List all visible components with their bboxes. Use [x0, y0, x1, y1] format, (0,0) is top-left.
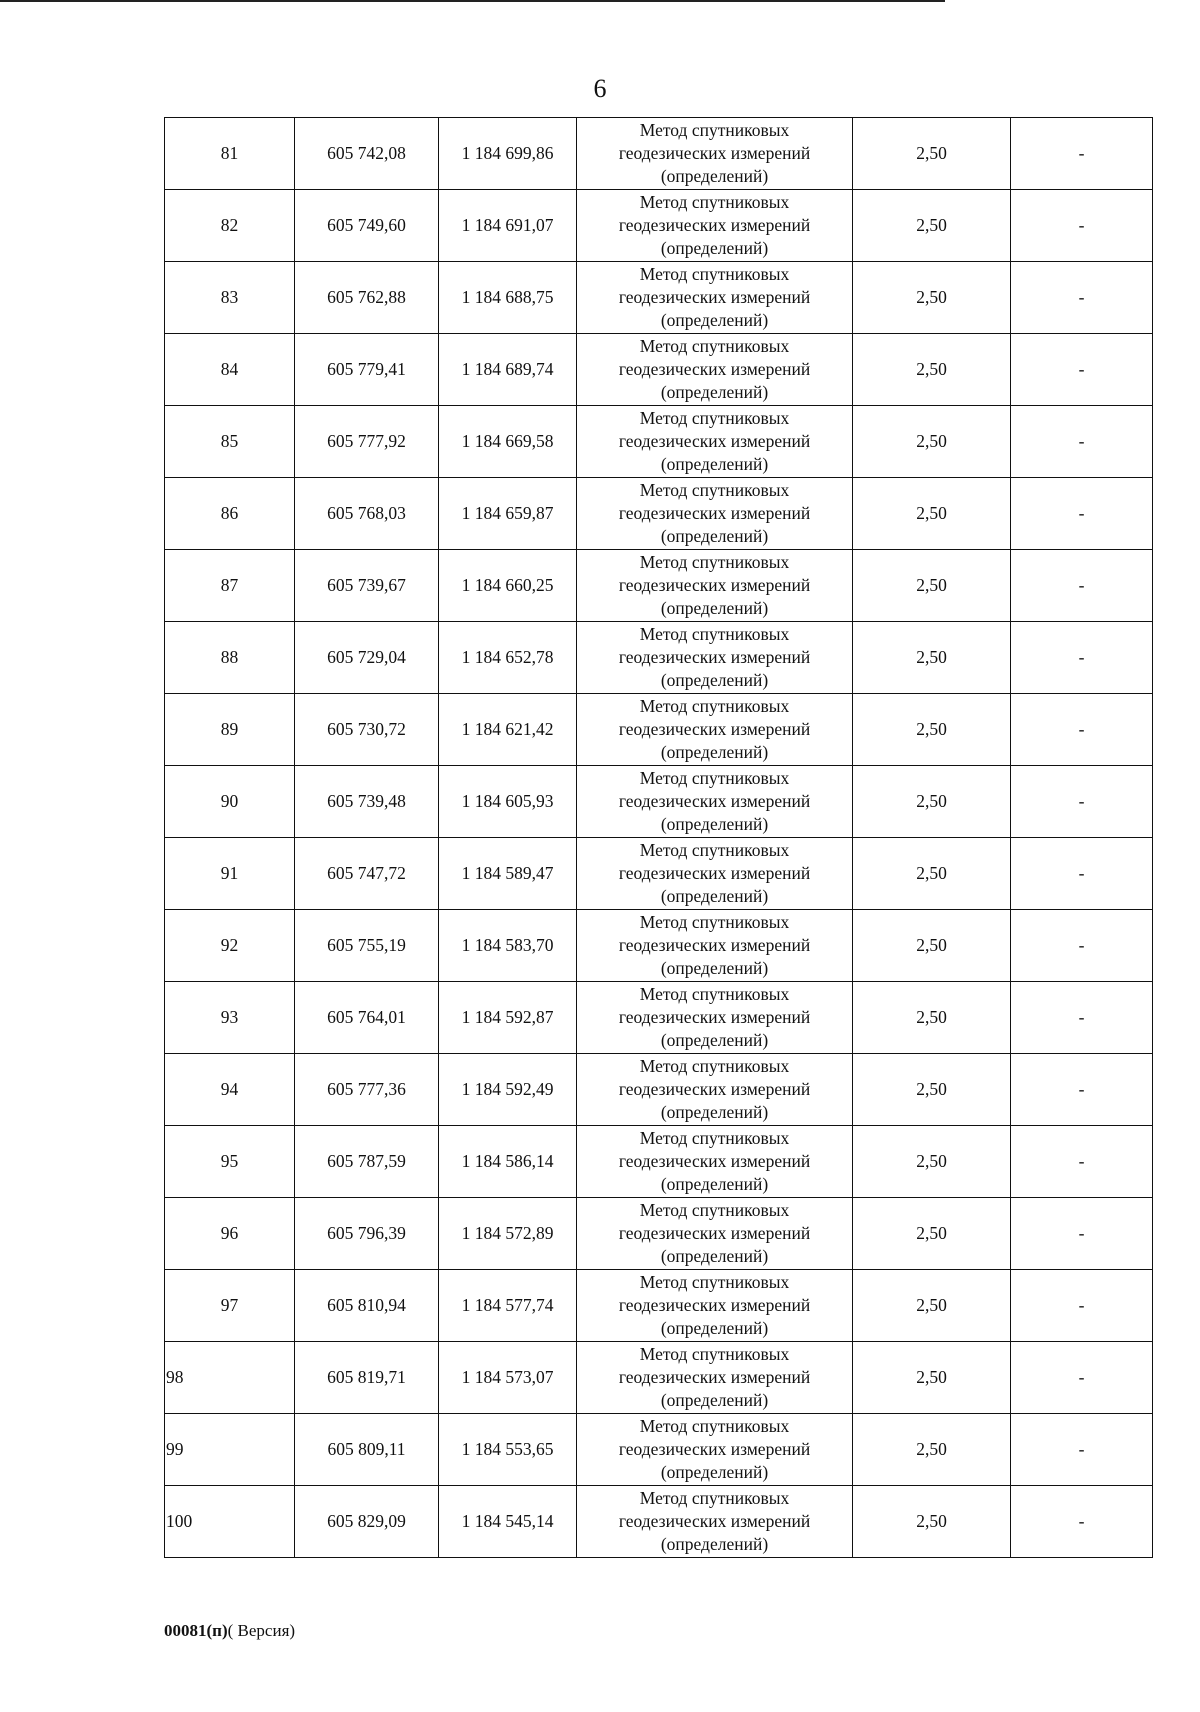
method-cell	[577, 1342, 853, 1414]
accuracy-cell: 2,50	[853, 1054, 1011, 1126]
method-line: (определений)	[660, 166, 769, 186]
method-line: геодезических измерений	[618, 1295, 811, 1315]
method-line: Метод спутниковых	[639, 1488, 790, 1508]
accuracy-cell: 2,50	[853, 1342, 1011, 1414]
method-line: (определений)	[660, 1390, 769, 1410]
method-line: геодезических измерений	[618, 647, 811, 667]
method-line: Метод спутниковых	[639, 912, 790, 932]
method-cell	[577, 910, 853, 982]
accuracy-cell: 2,50	[853, 622, 1011, 694]
x-coordinate-cell: 605 810,94	[295, 1270, 439, 1342]
note-cell: -	[1011, 1198, 1153, 1270]
method-line: Метод спутниковых	[639, 768, 790, 788]
method-line: геодезических измерений	[618, 1439, 811, 1459]
table-row	[165, 1414, 1153, 1486]
method-line: геодезических измерений	[618, 359, 811, 379]
x-coordinate-cell: 605 755,19	[295, 910, 439, 982]
coordinates-table	[164, 117, 1153, 1558]
table-row	[165, 550, 1153, 622]
note-cell: -	[1011, 334, 1153, 406]
y-coordinate-cell: 1 184 688,75	[439, 262, 577, 334]
method-line: (определений)	[660, 454, 769, 474]
x-coordinate-cell: 605 829,09	[295, 1486, 439, 1558]
method-cell	[577, 406, 853, 478]
method-cell	[577, 622, 853, 694]
table-row	[165, 478, 1153, 550]
method-line: Метод спутниковых	[639, 696, 790, 716]
method-line: Метод спутниковых	[639, 408, 790, 428]
point-number-cell: 85	[165, 406, 295, 478]
note-cell: -	[1011, 982, 1153, 1054]
note-cell: -	[1011, 1270, 1153, 1342]
method-line: (определений)	[660, 1534, 769, 1554]
method-line: Метод спутниковых	[639, 552, 790, 572]
accuracy-cell: 2,50	[853, 1486, 1011, 1558]
method-line: (определений)	[660, 1030, 769, 1050]
table-row	[165, 766, 1153, 838]
x-coordinate-cell: 605 764,01	[295, 982, 439, 1054]
table-row	[165, 262, 1153, 334]
method-line: (определений)	[660, 382, 769, 402]
method-line: Метод спутниковых	[639, 1272, 790, 1292]
x-coordinate-cell: 605 777,36	[295, 1054, 439, 1126]
method-cell	[577, 766, 853, 838]
point-number-cell: 90	[165, 766, 295, 838]
method-line: геодезических измерений	[618, 1223, 811, 1243]
method-cell	[577, 694, 853, 766]
method-line: Метод спутниковых	[639, 624, 790, 644]
method-line: Метод спутниковых	[639, 1056, 790, 1076]
accuracy-cell: 2,50	[853, 694, 1011, 766]
point-number-cell: 98	[165, 1342, 295, 1414]
method-line: Метод спутниковых	[639, 264, 790, 284]
note-cell: -	[1011, 550, 1153, 622]
method-cell	[577, 982, 853, 1054]
x-coordinate-cell: 605 749,60	[295, 190, 439, 262]
accuracy-cell: 2,50	[853, 1270, 1011, 1342]
table-row	[165, 1126, 1153, 1198]
y-coordinate-cell: 1 184 699,86	[439, 118, 577, 190]
table-row	[165, 982, 1153, 1054]
point-number-cell: 91	[165, 838, 295, 910]
note-cell: -	[1011, 262, 1153, 334]
method-line: Метод спутниковых	[639, 840, 790, 860]
x-coordinate-cell: 605 787,59	[295, 1126, 439, 1198]
x-coordinate-cell: 605 739,67	[295, 550, 439, 622]
table-row	[165, 694, 1153, 766]
method-line: Метод спутниковых	[639, 480, 790, 500]
method-cell	[577, 1126, 853, 1198]
method-line: (определений)	[660, 958, 769, 978]
x-coordinate-cell: 605 762,88	[295, 262, 439, 334]
method-cell	[577, 1270, 853, 1342]
point-number-cell: 88	[165, 622, 295, 694]
y-coordinate-cell: 1 184 592,49	[439, 1054, 577, 1126]
table-row	[165, 118, 1153, 190]
method-line: геодезических измерений	[618, 791, 811, 811]
accuracy-cell: 2,50	[853, 766, 1011, 838]
x-coordinate-cell: 605 809,11	[295, 1414, 439, 1486]
accuracy-cell: 2,50	[853, 1414, 1011, 1486]
y-coordinate-cell: 1 184 545,14	[439, 1486, 577, 1558]
note-cell: -	[1011, 694, 1153, 766]
method-line: (определений)	[660, 742, 769, 762]
note-cell: -	[1011, 190, 1153, 262]
note-cell: -	[1011, 910, 1153, 982]
point-number-cell: 100	[165, 1486, 295, 1558]
method-line: геодезических измерений	[618, 719, 811, 739]
method-line: геодезических измерений	[618, 1367, 811, 1387]
accuracy-cell: 2,50	[853, 838, 1011, 910]
y-coordinate-cell: 1 184 573,07	[439, 1342, 577, 1414]
method-line: геодезических измерений	[618, 215, 811, 235]
note-cell: -	[1011, 1054, 1153, 1126]
note-cell: -	[1011, 1342, 1153, 1414]
point-number-cell: 95	[165, 1126, 295, 1198]
x-coordinate-cell: 605 796,39	[295, 1198, 439, 1270]
y-coordinate-cell: 1 184 689,74	[439, 334, 577, 406]
method-line: геодезических измерений	[618, 1079, 811, 1099]
table-row	[165, 1198, 1153, 1270]
method-line: Метод спутниковых	[639, 984, 790, 1004]
note-cell: -	[1011, 406, 1153, 478]
table-row	[165, 406, 1153, 478]
method-line: (определений)	[660, 886, 769, 906]
top-rule	[0, 0, 945, 2]
table-row	[165, 1486, 1153, 1558]
method-line: (определений)	[660, 1246, 769, 1266]
method-cell	[577, 550, 853, 622]
method-line: (определений)	[660, 1174, 769, 1194]
y-coordinate-cell: 1 184 691,07	[439, 190, 577, 262]
y-coordinate-cell: 1 184 586,14	[439, 1126, 577, 1198]
point-number-cell: 89	[165, 694, 295, 766]
method-cell	[577, 1414, 853, 1486]
y-coordinate-cell: 1 184 621,42	[439, 694, 577, 766]
method-line: (определений)	[660, 238, 769, 258]
point-number-cell: 92	[165, 910, 295, 982]
point-number-cell: 96	[165, 1198, 295, 1270]
method-cell	[577, 1486, 853, 1558]
accuracy-cell: 2,50	[853, 1198, 1011, 1270]
method-cell	[577, 478, 853, 550]
table-row	[165, 1270, 1153, 1342]
point-number-cell: 83	[165, 262, 295, 334]
method-line: геодезических измерений	[618, 575, 811, 595]
y-coordinate-cell: 1 184 669,58	[439, 406, 577, 478]
method-line: Метод спутниковых	[639, 192, 790, 212]
method-line: геодезических измерений	[618, 935, 811, 955]
method-line: Метод спутниковых	[639, 1344, 790, 1364]
note-cell: -	[1011, 622, 1153, 694]
x-coordinate-cell: 605 739,48	[295, 766, 439, 838]
accuracy-cell: 2,50	[853, 118, 1011, 190]
method-cell	[577, 838, 853, 910]
method-cell	[577, 262, 853, 334]
point-number-cell: 84	[165, 334, 295, 406]
note-cell: -	[1011, 1126, 1153, 1198]
method-line: Метод спутниковых	[639, 120, 790, 140]
accuracy-cell: 2,50	[853, 334, 1011, 406]
x-coordinate-cell: 605 729,04	[295, 622, 439, 694]
note-cell: -	[1011, 1486, 1153, 1558]
method-line: Метод спутниковых	[639, 1416, 790, 1436]
note-cell: -	[1011, 838, 1153, 910]
accuracy-cell: 2,50	[853, 910, 1011, 982]
accuracy-cell: 2,50	[853, 982, 1011, 1054]
x-coordinate-cell: 605 779,41	[295, 334, 439, 406]
table-row	[165, 1054, 1153, 1126]
y-coordinate-cell: 1 184 592,87	[439, 982, 577, 1054]
table-row	[165, 1342, 1153, 1414]
method-line: (определений)	[660, 526, 769, 546]
method-cell	[577, 190, 853, 262]
y-coordinate-cell: 1 184 583,70	[439, 910, 577, 982]
note-cell: -	[1011, 118, 1153, 190]
point-number-cell: 99	[165, 1414, 295, 1486]
accuracy-cell: 2,50	[853, 1126, 1011, 1198]
method-line: Метод спутниковых	[639, 1128, 790, 1148]
method-line: (определений)	[660, 1462, 769, 1482]
method-line: Метод спутниковых	[639, 1200, 790, 1220]
table-row	[165, 190, 1153, 262]
point-number-cell: 93	[165, 982, 295, 1054]
point-number-cell: 81	[165, 118, 295, 190]
note-cell: -	[1011, 1414, 1153, 1486]
y-coordinate-cell: 1 184 589,47	[439, 838, 577, 910]
y-coordinate-cell: 1 184 652,78	[439, 622, 577, 694]
method-line: геодезических измерений	[618, 503, 811, 523]
accuracy-cell: 2,50	[853, 406, 1011, 478]
document-version: ( Версия)	[227, 1621, 296, 1640]
y-coordinate-cell: 1 184 605,93	[439, 766, 577, 838]
accuracy-cell: 2,50	[853, 478, 1011, 550]
y-coordinate-cell: 1 184 572,89	[439, 1198, 577, 1270]
method-cell	[577, 334, 853, 406]
point-number-cell: 97	[165, 1270, 295, 1342]
method-cell	[577, 1198, 853, 1270]
method-cell	[577, 118, 853, 190]
document-code: 00081(п)	[164, 1621, 228, 1640]
method-line: (определений)	[660, 1102, 769, 1122]
table-row	[165, 622, 1153, 694]
document-footer	[164, 1620, 295, 1642]
x-coordinate-cell: 605 819,71	[295, 1342, 439, 1414]
point-number-cell: 87	[165, 550, 295, 622]
point-number-cell: 82	[165, 190, 295, 262]
method-line: (определений)	[660, 310, 769, 330]
method-line: геодезических измерений	[618, 431, 811, 451]
accuracy-cell: 2,50	[853, 550, 1011, 622]
y-coordinate-cell: 1 184 553,65	[439, 1414, 577, 1486]
table-row	[165, 910, 1153, 982]
y-coordinate-cell: 1 184 659,87	[439, 478, 577, 550]
accuracy-cell: 2,50	[853, 262, 1011, 334]
x-coordinate-cell: 605 777,92	[295, 406, 439, 478]
method-line: Метод спутниковых	[639, 336, 790, 356]
note-cell: -	[1011, 478, 1153, 550]
method-line: геодезических измерений	[618, 863, 811, 883]
method-line: геодезических измерений	[618, 1007, 811, 1027]
table-row	[165, 334, 1153, 406]
method-line: геодезических измерений	[618, 143, 811, 163]
x-coordinate-cell: 605 742,08	[295, 118, 439, 190]
accuracy-cell: 2,50	[853, 190, 1011, 262]
page-number: 6	[593, 74, 607, 103]
x-coordinate-cell: 605 768,03	[295, 478, 439, 550]
table-row	[165, 838, 1153, 910]
method-line: геодезических измерений	[618, 1151, 811, 1171]
coordinates-table-body	[165, 118, 1153, 1558]
point-number-cell: 86	[165, 478, 295, 550]
method-line: геодезических измерений	[618, 1511, 811, 1531]
method-line: (определений)	[660, 598, 769, 618]
method-line: геодезических измерений	[618, 287, 811, 307]
note-cell: -	[1011, 766, 1153, 838]
x-coordinate-cell: 605 747,72	[295, 838, 439, 910]
point-number-cell: 94	[165, 1054, 295, 1126]
y-coordinate-cell: 1 184 577,74	[439, 1270, 577, 1342]
y-coordinate-cell: 1 184 660,25	[439, 550, 577, 622]
method-cell	[577, 1054, 853, 1126]
method-line: (определений)	[660, 670, 769, 690]
method-line: (определений)	[660, 814, 769, 834]
x-coordinate-cell: 605 730,72	[295, 694, 439, 766]
method-line: (определений)	[660, 1318, 769, 1338]
